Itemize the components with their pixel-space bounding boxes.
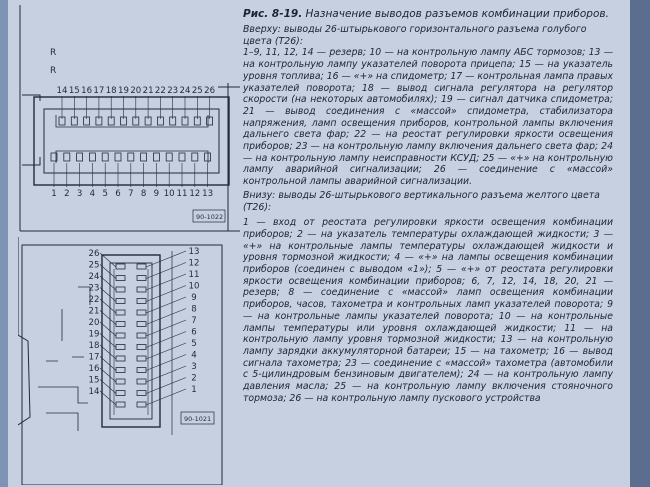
connector-pinout-figure [18,5,240,485]
pin-label-10: 10 [188,281,200,292]
bottom-left-pin-labels [89,249,100,397]
pin-label-21: 21 [88,306,100,317]
pin-label-14: 14 [56,86,68,96]
pin-label-23: 23 [88,283,100,294]
pin-label-5: 5 [191,339,197,349]
pin-label-4: 4 [191,350,197,361]
pin-label-3: 3 [191,362,197,372]
pin-label-16: 16 [88,364,100,374]
pin-label-15: 15 [88,375,100,386]
pin-label-8: 8 [191,304,197,315]
pin-label-6: 6 [115,189,121,199]
top-lower-pin-labels [51,189,213,199]
pin-label-26: 26 [204,86,216,96]
book-page [8,0,630,487]
text-column [243,8,613,405]
pin-label-17: 17 [93,86,105,96]
pin-label-22: 22 [88,295,100,305]
figure-title: Назначение выводов разъемов комбинации приборов. [305,8,609,20]
pin-label-13: 13 [188,247,200,257]
pin-label-11: 11 [188,270,200,280]
book-spine-shadow [630,0,650,487]
pin-label-24: 24 [179,86,191,96]
pin-label-25: 25 [88,260,100,271]
pin-label-20: 20 [130,86,142,96]
pin-label-1: 1 [191,385,197,395]
pin-label-17: 17 [88,352,100,363]
pin-label-7: 7 [191,316,197,326]
pin-label-10: 10 [163,189,175,199]
pin-label-7: 7 [128,189,134,199]
pin-label-19: 19 [88,329,100,340]
pin-label-18: 18 [105,86,117,96]
pin-label-18: 18 [88,341,100,351]
pin-label-9: 9 [153,189,160,199]
pin-label-19: 19 [118,86,129,96]
pin-label-13: 13 [202,189,214,199]
top-connector-code: 90-1022 [196,213,224,221]
pin-label-20: 20 [88,318,100,328]
pin-label-2: 2 [64,189,70,199]
pin-label-8: 8 [140,189,147,199]
pin-label-2: 2 [191,373,197,384]
pin-label-1: 1 [51,189,57,199]
pin-label-9: 9 [191,293,197,303]
pin-label-5: 5 [102,189,108,199]
pin-label-22: 22 [154,86,166,96]
bottom-right-pin-labels [189,247,200,395]
pin-label-4: 4 [89,189,96,199]
pin-label-14: 14 [88,387,100,397]
pin-label-12: 12 [188,258,200,269]
bottom-connector-description: 1 — вход от реостата регулировки яркости освещения комбинации приборов; 2 — на указатель температуры охлаждающей жидкости; 3 — «+» на контрольные лампы температуры охлаждающей жидкости и уровня тормозной жидкости; 4 — «+» на лампы освещения комбинации приборов (соединен с выводом «1»); 5 — «+» от реостата регулировки яркости освещения комбинации приборов; 6, 7, 12, 14, 18, 20, 21 — резерв; 8 — соединение с «массой» ламп освещения комбинации приборов, часов, тахометра и контрольных ламп указателей поворота; 9 — на контрольные лампы указателей поворота; 10 — на контрольные лампы температуры или уровня охлаждающей жидкости; 11 — на контрольную лампу уровня тормозной жидкости; 13 — на контрольную лампу зарядки аккумуляторной батареи; 15 — на тахометр; 16 — вывод сигнала тахометра; 23 — соединение с «массой» тахометра (автомобили с 5-цилиндровым бензиновым двигателем); 24 — на контрольную лампу давления масла; 25 — на контрольную лампу включения стояночного тормоза; 26 — на контрольную лампу пускового устройства [243,217,613,404]
side-letter-bottom: R [50,66,57,76]
pin-label-15: 15 [68,86,80,96]
bottom-connector-code: 90-1021 [184,415,212,423]
pin-label-24: 24 [88,272,100,282]
pin-label-23: 23 [167,86,179,96]
pin-label-6: 6 [191,327,197,338]
pin-label-16: 16 [81,86,93,96]
figure-caption [243,8,613,21]
pin-label-3: 3 [76,189,83,199]
bottom-connector-heading: Внизу: выводы 26-штырькового вертикального разъема желтого цвета (T26): [243,189,600,213]
figure-label: Рис. 8-19. [243,8,303,20]
top-connector-description: 1–9, 11, 12, 14 — резерв; 10 — на контрольную лампу АБС тормозов; 13 — на контрольную лампу указателей поворота прицепа; 15 — на указатель уровня топлива; 16 — «+» на спидометр; 17 — контрольная лампа правых указателей поворота; 18 — вывод сигнала регулятора на регулятор скорости (на некоторых автомобилях); 19 — сигнал датчика спидометра; 21 — вывод соединения с «массой» спидометра, стабилизатора напряжения, ламп освещения приборов, контрольной лампы включения дальнего света фар; 22 — на реостат регулировки яркости освещения приборов; 23 — на контрольную лампу включения дальнего света фар; 24 — на контрольную лампу неисправности КСУД; 25 — «+» на контрольную лампу аварийной сигнализации; 26 — соединение с «массой» контрольной лампы аварийной сигнализации. [243,47,613,188]
pin-label-11: 11 [176,189,188,199]
pin-label-26: 26 [88,249,100,259]
side-letter-top: R [50,48,57,58]
top-connector-heading: Вверху: выводы 26-штырькового горизонтального разъема голубого цвета (T26): [243,24,587,47]
pin-label-12: 12 [189,189,201,199]
pin-label-25: 25 [191,86,203,96]
top-upper-pin-labels [57,86,216,96]
pin-label-21: 21 [142,86,154,96]
